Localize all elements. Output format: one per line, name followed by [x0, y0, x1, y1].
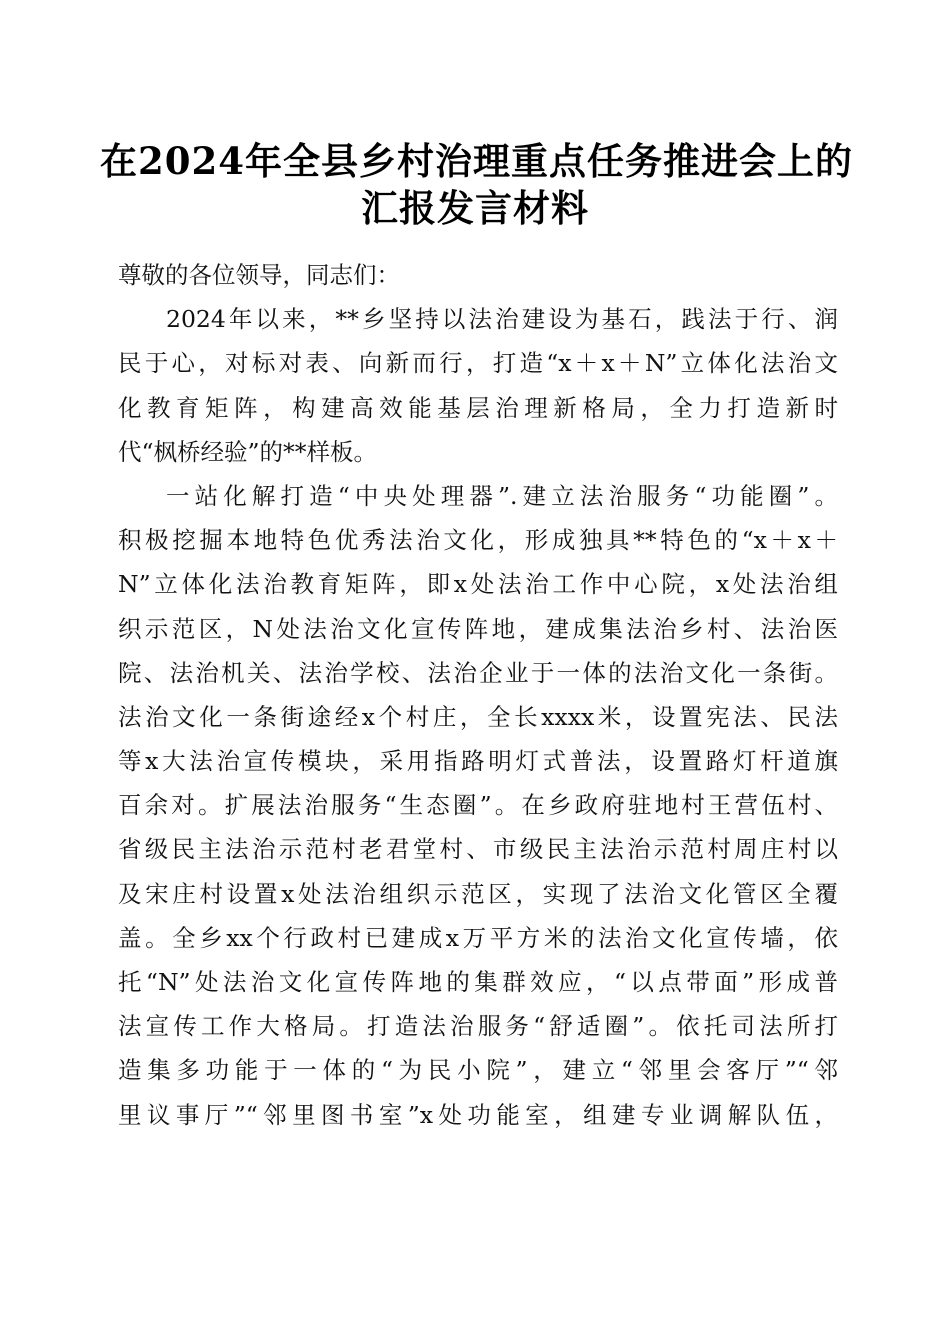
paragraph-2-line-7: 等x大法治宣传模块，采用指路明灯式普法，设置路灯杆道旗 [118, 747, 838, 776]
paragraph-1-line-3: 化教育矩阵，构建高效能基层治理新格局，全力打造新时 [118, 393, 838, 422]
paragraph-2-line-3: N”立体化法治教育矩阵，即x处法治工作中心院，x处法治组 [118, 570, 838, 599]
paragraph-2-line-13: 法宣传工作大格局。打造法治服务“舒适圈”。依托司法所打 [118, 1012, 838, 1041]
paragraph-2-line-5: 院、法治机关、法治学校、法治企业于一体的法治文化一条街。 [118, 658, 838, 687]
paragraph-2-line-1: 一站化解打造“中央处理器”.建立法治服务“功能圈”。 [166, 481, 838, 510]
document-title-line-1: 在2024年全县乡村治理重点任务推进会上的 [100, 139, 853, 183]
paragraph-1-line-4: 代“枫桥经验”的**样板。 [118, 437, 378, 466]
paragraph-1-line-2: 民于心，对标对表、向新而行，打造“x＋x＋N”立体化法治文 [118, 349, 838, 378]
paragraph-2-line-6: 法治文化一条街途经x个村庄，全长xxxx米，设置宪法、民法 [118, 702, 838, 731]
paragraph-2-line-2: 积极挖掘本地特色优秀法治文化，形成独具**特色的“x＋x＋ [118, 526, 838, 555]
paragraph-2-line-11: 盖。全乡xx个行政村已建成x万平方米的法治文化宣传墙，依 [118, 923, 838, 952]
paragraph-2-line-14: 造集多功能于一体的“为民小院”，建立“邻里会客厅”“邻 [118, 1056, 838, 1085]
salutation: 尊敬的各位领导，同志们： [118, 261, 400, 289]
paragraph-2-line-4: 织示范区，N处法治文化宣传阵地，建成集法治乡村、法治医 [118, 614, 838, 643]
document-body [118, 253, 838, 1137]
paragraph-2-line-15: 里议事厅”“邻里图书室”x处功能室，组建专业调解队伍， [118, 1100, 838, 1129]
paragraph-2-line-12: 托“N”处法治文化宣传阵地的集群效应，“以点带面”形成普 [118, 968, 838, 996]
paragraph-1-line-1: 2024年以来，**乡坚持以法治建设为基石，践法于行、润 [166, 305, 838, 334]
paragraph-2-line-9: 省级民主法治示范村老君堂村、市级民主法治示范村周庄村以 [118, 835, 838, 864]
paragraph-2-line-8: 百余对。扩展法治服务“生态圈”。在乡政府驻地村王营伍村、 [118, 791, 838, 820]
paragraph-2-line-10: 及宋庄村设置x处法治组织示范区，实现了法治文化管区全覆 [118, 879, 838, 908]
document-title-line-2: 汇报发言材料 [361, 186, 589, 230]
